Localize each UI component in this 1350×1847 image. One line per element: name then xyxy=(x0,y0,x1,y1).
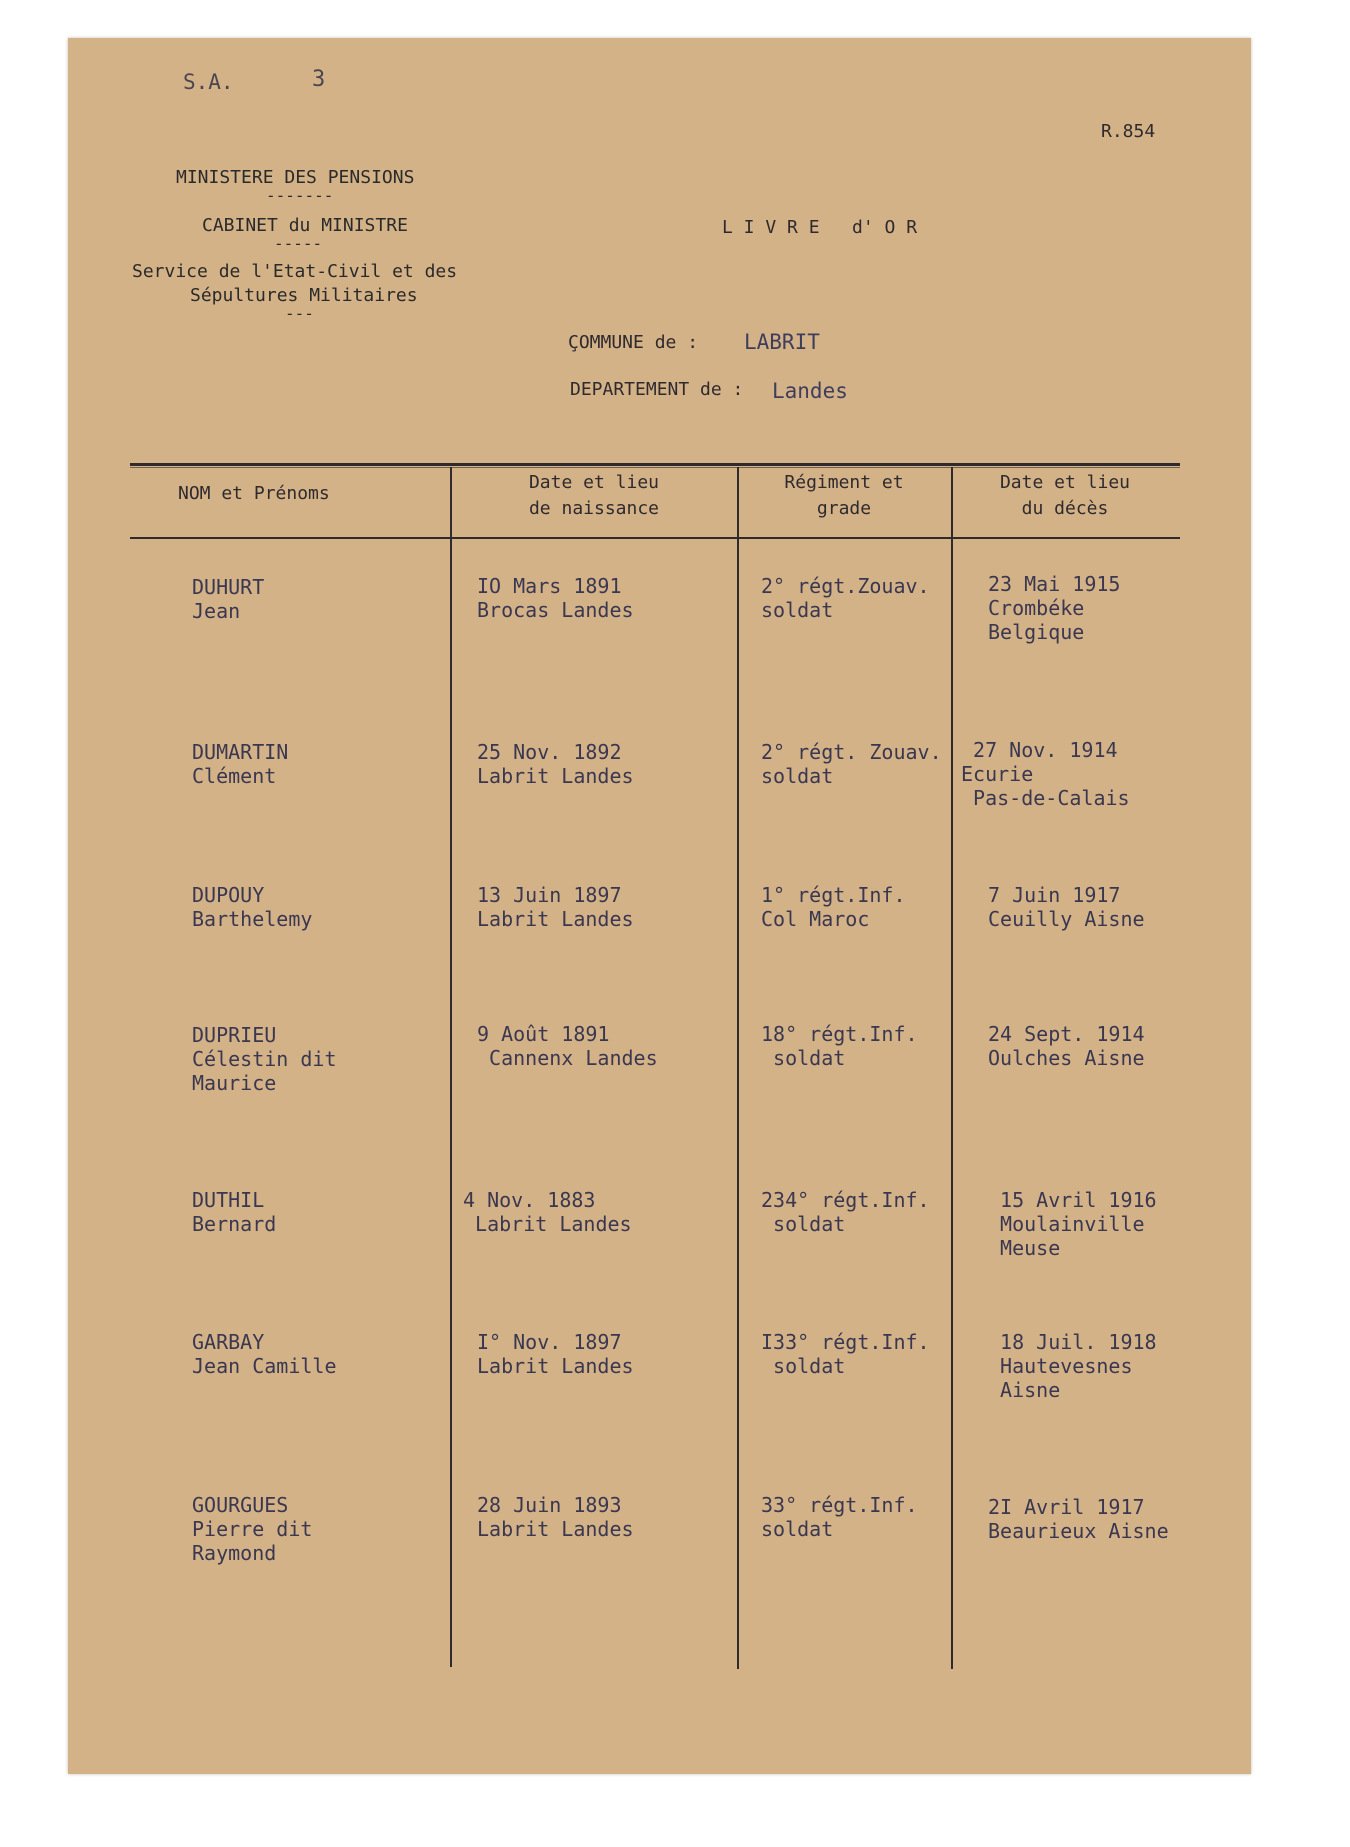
divider-dashes: ------- xyxy=(266,186,334,205)
table-top-rule-thin xyxy=(130,467,1180,468)
livre-dor-title: L I V R E d' O R xyxy=(722,217,918,238)
row-regiment: I33° régt.Inf. soldat xyxy=(761,1330,930,1378)
header-regiment: Régiment et grade xyxy=(784,472,904,519)
table-top-rule xyxy=(130,463,1180,466)
row-regiment: 1° régt.Inf. Col Maroc xyxy=(761,883,906,931)
row-name: DUHURT Jean xyxy=(192,575,265,623)
row-death: 18 Juil. 1918 Hautevesnes Aisne xyxy=(1000,1330,1157,1402)
row-name: DUTHIL Bernard xyxy=(192,1188,277,1236)
column-divider xyxy=(450,467,452,1667)
departement-label: DEPARTEMENT de : xyxy=(570,379,744,400)
row-name: DUMARTIN Clément xyxy=(192,740,289,788)
row-birth: 25 Nov. 1892 Labrit Landes xyxy=(477,740,634,788)
row-birth: I° Nov. 1897 Labrit Landes xyxy=(477,1330,634,1378)
row-name: DUPRIEU Célestin dit Maurice xyxy=(192,1023,337,1095)
row-death: 23 Mai 1915 Crombéke Belgique xyxy=(988,572,1121,644)
row-regiment: 2° régt.Zouav. soldat xyxy=(761,574,930,622)
top-left-number: 3 xyxy=(312,67,326,92)
ministry-title: MINISTERE DES PENSIONS xyxy=(176,167,415,188)
row-death: 27 Nov. 1914 Ecurie Pas-de-Calais xyxy=(961,738,1130,810)
header-naissance: Date et lieu de naissance xyxy=(528,472,660,519)
top-left-ref: S.A. xyxy=(183,70,234,94)
row-name: GOURGUES Pierre dit Raymond xyxy=(192,1493,313,1565)
row-death: 7 Juin 1917 Ceuilly Aisne xyxy=(988,883,1145,931)
divider-dashes: ----- xyxy=(274,234,323,253)
column-divider xyxy=(951,467,953,1669)
row-birth: 4 Nov. 1883 Labrit Landes xyxy=(463,1188,632,1236)
row-birth: 28 Juin 1893 Labrit Landes xyxy=(477,1493,634,1541)
cabinet-title: CABINET du MINISTRE xyxy=(202,215,408,236)
departement-value: Landes xyxy=(772,379,848,403)
header-nom-prenoms: NOM et Prénoms xyxy=(178,483,330,504)
divider-dashes: --- xyxy=(285,304,314,323)
row-birth: 9 Août 1891 Cannenx Landes xyxy=(477,1022,658,1070)
commune-value: LABRIT xyxy=(744,330,820,354)
row-regiment: 234° régt.Inf. soldat xyxy=(761,1188,930,1236)
document-sheet xyxy=(68,38,1251,1774)
row-birth: IO Mars 1891 Brocas Landes xyxy=(477,574,634,622)
column-divider xyxy=(737,467,739,1669)
header-bottom-rule xyxy=(130,537,1180,539)
row-regiment: 18° régt.Inf. soldat xyxy=(761,1022,918,1070)
top-right-ref: R.854 xyxy=(1101,121,1156,142)
service-line-2: Sépultures Militaires xyxy=(190,285,418,306)
row-name: GARBAY Jean Camille xyxy=(192,1330,337,1378)
header-deces: Date et lieu du décès xyxy=(999,472,1131,519)
row-death: 15 Avril 1916 Moulainville Meuse xyxy=(1000,1188,1157,1260)
row-birth: 13 Juin 1897 Labrit Landes xyxy=(477,883,634,931)
row-regiment: 2° régt. Zouav. soldat xyxy=(761,740,942,788)
row-death: 2I Avril 1917 Beaurieux Aisne xyxy=(988,1495,1169,1543)
commune-label: ÇOMMUNE de : xyxy=(568,332,699,353)
row-regiment: 33° régt.Inf. soldat xyxy=(761,1493,918,1541)
service-line-1: Service de l'Etat-Civil et des xyxy=(132,261,458,282)
row-name: DUPOUY Barthelemy xyxy=(192,883,313,931)
row-death: 24 Sept. 1914 Oulches Aisne xyxy=(988,1022,1145,1070)
